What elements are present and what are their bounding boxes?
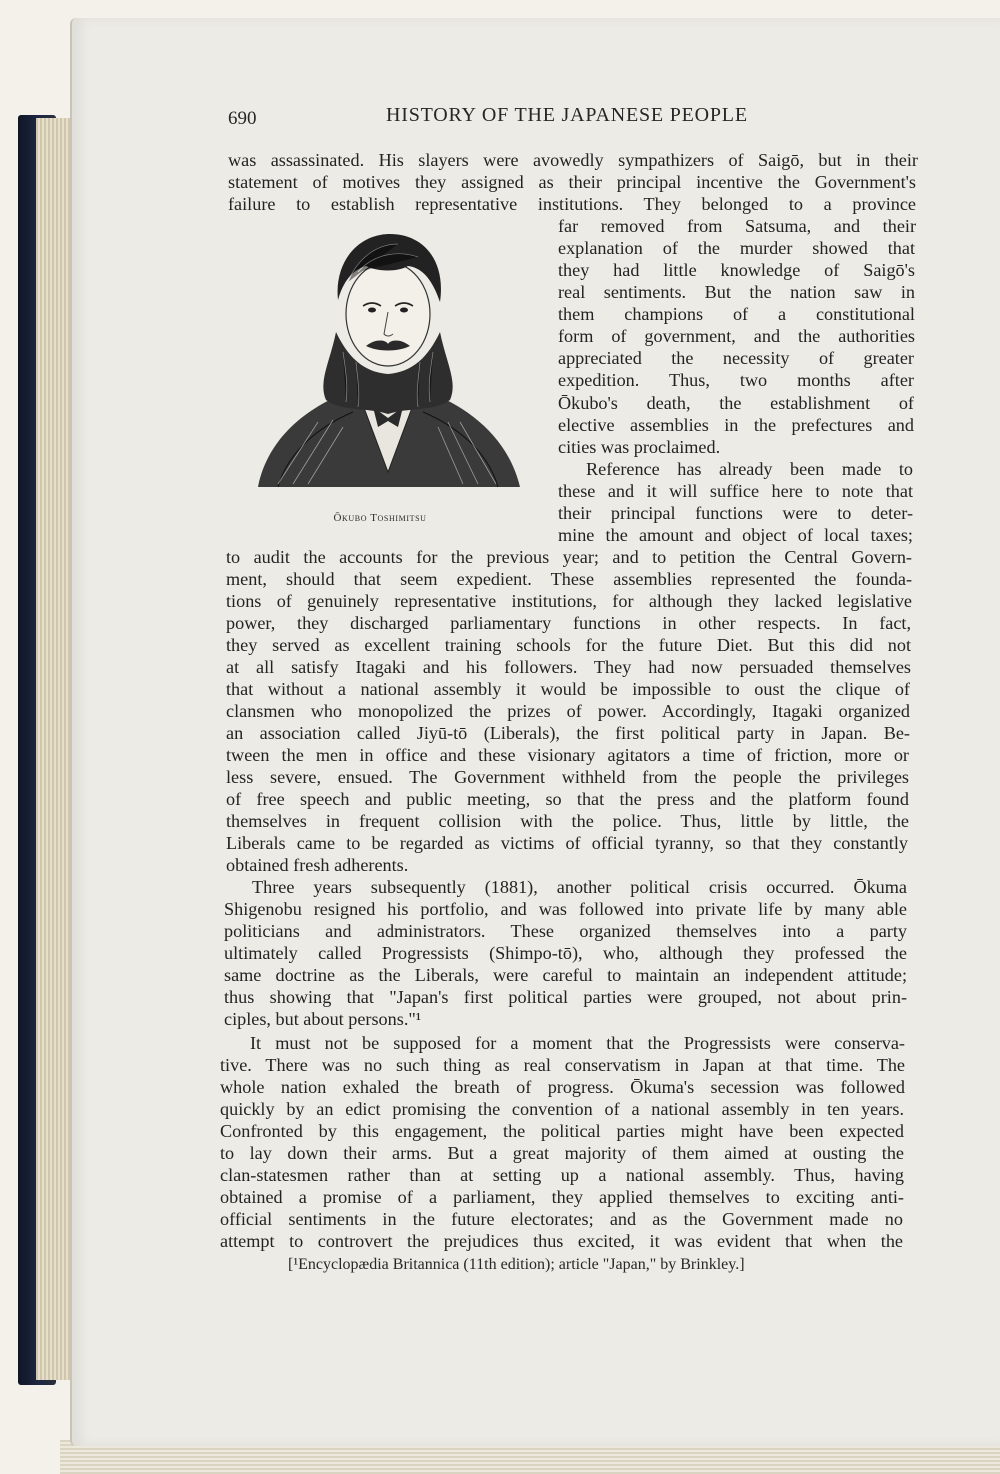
text-line: obtained a promise of a parliament, they applied themselves to exciting anti- bbox=[220, 1187, 904, 1207]
text-line: cities was proclaimed. bbox=[558, 437, 721, 457]
text-line: tions of genuinely representative institutions, for although they lacked legislative bbox=[226, 591, 912, 611]
text-line: It must not be supposed for a moment that the Progressists were conserva- bbox=[250, 1033, 905, 1053]
page-number: 690 bbox=[228, 108, 257, 129]
text-line: clan-statesmen rather than at setting up a national assembly. Thus, having bbox=[220, 1165, 904, 1185]
page-header bbox=[228, 102, 908, 132]
text-line: ment, should that seem expedient. These assemblies represented the founda- bbox=[226, 569, 912, 589]
text-line: expedition. Thus, two months after bbox=[558, 370, 914, 390]
footnote: [¹Encyclopædia Britannica (11th edition); article "Japan," by Brinkley.] bbox=[288, 1256, 745, 1273]
text-line: to lay down their arms. But a great majority of them aimed at ousting the bbox=[220, 1143, 904, 1163]
text-line: an association called Jiyū-tō (Liberals), the first political party in Japan. Be- bbox=[226, 723, 910, 743]
text-line: themselves in frequent collision with the police. Thus, little by little, the bbox=[226, 811, 909, 831]
text-line: same doctrine as the Liberals, were careful to maintain an independent attitude; bbox=[224, 965, 907, 985]
text-line: them champions of a constitutional bbox=[558, 304, 915, 324]
text-line: Ōkubo's death, the establishment of bbox=[558, 393, 914, 413]
text-line: politicians and administrators. These organized themselves into a party bbox=[224, 921, 907, 941]
text-line: real sentiments. But the nation saw in bbox=[558, 282, 915, 302]
text-line: that without a national assembly it would be impossible to oust the clique of bbox=[226, 679, 910, 699]
text-line: mine the amount and object of local taxes; bbox=[558, 525, 913, 545]
text-line: Shigenobu resigned his portfolio, and was followed into private life by many able bbox=[224, 899, 907, 919]
text-line: their principal functions were to deter- bbox=[558, 503, 913, 523]
text-line: Three years subsequently (1881), another political crisis occurred. Ōkuma bbox=[252, 877, 907, 897]
text-line: elective assemblies in the prefectures and bbox=[558, 415, 914, 435]
text-line: power, they discharged parliamentary functions in other respects. In fact, bbox=[226, 613, 911, 633]
text-line: was assassinated. His slayers were avowedly sympathizers of Saigō, but in their bbox=[228, 150, 918, 170]
text-line: attempt to controvert the prejudices thus excited, it was evident that when the bbox=[220, 1231, 903, 1251]
text-line: less severe, ensued. The Government withheld from the people the privileges bbox=[226, 767, 909, 787]
portrait-illustration bbox=[248, 222, 528, 512]
figure-caption: Ōkubo Toshimitsu bbox=[333, 512, 427, 524]
text-line: to audit the accounts for the previous year; and to petition the Central Govern- bbox=[226, 547, 912, 567]
text-line: Confronted by this engagement, the political parties might have been expected bbox=[220, 1121, 904, 1141]
text-line: quickly by an edict promising the convention of a national assembly in ten years. bbox=[220, 1099, 904, 1119]
text-line: appreciated the necessity of greater bbox=[558, 348, 914, 368]
text-line: obtained fresh adherents. bbox=[226, 855, 409, 875]
page-stack-edge bbox=[36, 118, 72, 1380]
text-line: far removed from Satsuma, and their bbox=[558, 216, 916, 236]
text-line: they had little knowledge of Saigō's bbox=[558, 260, 915, 280]
text-line: whole nation exhaled the breath of progress. Ōkuma's secession was followed bbox=[220, 1077, 905, 1097]
text-line: of free speech and public meeting, so that the press and the platform found bbox=[226, 789, 909, 809]
text-line: tween the men in office and these visionary agitators a time of friction, more or bbox=[226, 745, 909, 765]
text-line: ciples, but about persons."¹ bbox=[224, 1009, 422, 1029]
text-line: explanation of the murder showed that bbox=[558, 238, 915, 258]
text-line: Liberals came to be regarded as victims of official tyranny, so that they constantly bbox=[226, 833, 908, 853]
text-line: clansmen who monopolized the prizes of power. Accordingly, Itagaki organized bbox=[226, 701, 910, 721]
text-line: at all satisfy Itagaki and his followers. They had now persuaded themselves bbox=[226, 657, 911, 677]
text-line: they served as excellent training schools for the future Diet. But this did not bbox=[226, 635, 911, 655]
text-line: these and it will suffice here to note that bbox=[558, 481, 913, 501]
text-line: statement of motives they assigned as their principal incentive the Government's bbox=[228, 172, 916, 192]
text-line: official sentiments in the future electorates; and as the Government made no bbox=[220, 1209, 903, 1229]
text-line: Reference has already been made to bbox=[586, 459, 913, 479]
text-line: form of government, and the authorities bbox=[558, 326, 915, 346]
text-line: failure to establish representative institutions. They belonged to a province bbox=[228, 194, 916, 214]
text-line: tive. There was no such thing as real conservatism in Japan at that time. The bbox=[220, 1055, 905, 1075]
text-line: thus showing that "Japan's first political parties were grouped, not about prin- bbox=[224, 987, 907, 1007]
text-line: ultimately called Progressists (Shimpo-tō), who, although they professed the bbox=[224, 943, 907, 963]
running-title: HISTORY OF THE JAPANESE PEOPLE bbox=[386, 104, 748, 126]
